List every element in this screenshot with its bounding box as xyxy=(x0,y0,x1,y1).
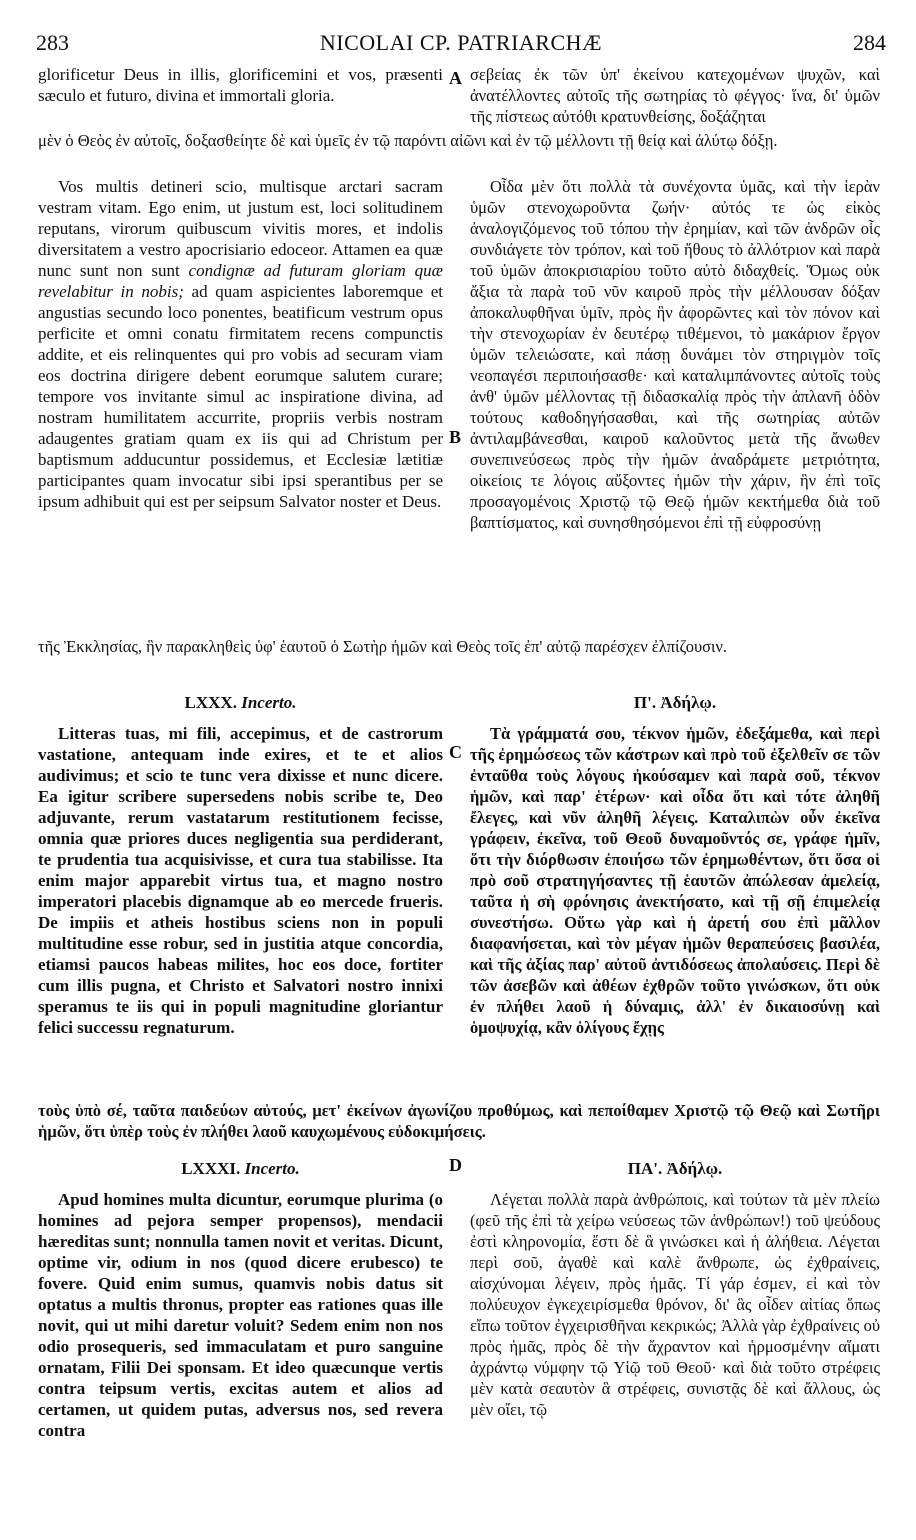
section-marker-b: B xyxy=(449,427,462,447)
letter-addressee: Incerto. xyxy=(244,1159,300,1178)
greek-column-top xyxy=(470,64,880,127)
greek-paragraph: Οἶδα μὲν ὅτι πολλὰ τὰ συνέχοντα ὑμᾶς, καὶ τὴν ἱερὰν ὑμῶν στενοχωροῦντα ζωήν· αὐτός τε ὡς εἰκὸς ἀναλογιζόμενος τοῦ τόπου τὴν ἐρημίαν, καὶ τῶν ἀνδρῶν οἷς συνδιάγετε τὸν τρόπον, καὶ τοῦ ἤθους τὸ ἀλλότριον καὶ παρὰ τοῦ ὑμῶν ἀποκρισιαρίου τοῦτο αὐτὸ διδαχθείς. Ὅμως οὐκ ἄξια τὰ παρὰ τοῦ νῦν καιροῦ πρὸς τὴν μέλλουσαν δόξαν ἀποκαλυφθῆναι ὑμῖν, πρὸς ἣν ἀφορῶντες καὶ τὸν πόνον καὶ τὴν στενοχωρίαν ἐν δευτέρῳ τιθέμενοι, τὸ μακάριον ἔργον ὑμῶν τελειώσατε, καὶ πάσῃ δυνάμει τὸν στηριγμὸν τοῖς νεοπαγέσι περιποιήσασθε· καὶ καταλιμπάνοντες αὐτοῖς τοὺς ἀνθ' ὑμῶν μέλλοντας τῇ διδασκαλίᾳ πρὸς τὴν ἀπλανῆ ὁδὸν τούτους καθοδηγήσασθαι, καὶ τῆς σωτηρίας αὐτῶν ἀντιλαμβάνεσθαι, καιροῦ καλοῦντος μετὰ τῆς ἄνωθεν συνεπινεύσεως πρὸς τὴν ἡμῶν ἀναδράμετε μετριότητα, οἰκείοις τε λόγοις αὔξοντες ἡμῶν τὴν χάριν, ἣν ἐπὶ τοῖς προσαγομένοις Χριστῷ τῷ Θεῷ ἡμῶν κεκτήμεθα διὰ τοῦ βαπτίσματος, καὶ συνησθησόμενοι ἐπὶ τῇ εὐφροσύνῃ xyxy=(470,177,880,532)
letter-heading-latin xyxy=(38,1158,443,1179)
latin-paragraph xyxy=(38,176,443,512)
greek-column-letter80 xyxy=(470,680,880,1038)
greek-spanning-line-letter80 xyxy=(38,1100,880,1142)
latin-text: Vos multis detineri scio, multisque arctari sacram vestram vitam. Ego enim, ut justum est, loci solitudinem reputans, virorum quibuscum vivitis mores, et indolis diversitatem a vestro apocrisiario edoceor. Attamen ea quæ nunc sunt non sunt xyxy=(38,177,443,280)
letter-heading-latin xyxy=(38,692,443,713)
greek-spanning-line-top xyxy=(38,130,880,151)
greek-span-text: μὲν ὁ Θεὸς ἐν αὐτοῖς, δοξασθείητε δὲ καὶ ὑμεῖς ἐν τῷ παρόντι αἰῶνι καὶ ἐν τῷ μέλλοντι τῇ θείᾳ καὶ ἀλύτῳ δόξῃ. xyxy=(38,131,778,150)
greek-column-second xyxy=(470,176,880,533)
greek-span-text: τῆς Ἐκκλησίας, ἣν παρακληθεὶς ὑφ' ἑαυτοῦ ὁ Σωτὴρ ἡμῶν καὶ Θεὸς τοῖς ἐπ' αὐτῷ παρέσχεν ἐλπίζουσιν. xyxy=(38,637,728,656)
latin-column-letter80 xyxy=(38,680,443,1038)
greek-paragraph: Λέγεται πολλὰ παρὰ ἀνθρώποις, καὶ τούτων τὰ μὲν πλείω (φεῦ τῆς ἐπὶ τὰ χείρω νεύσεως τῶν ἀνθρώπων!) τοῦ ψεύδους ἐστὶ κληρονομία, ἔστι δὲ ἃ γινώσκει καὶ ἡ ἀλήθεια. Λέγεται περὶ σοῦ, ἀγαθὲ καὶ καλὲ ἄνθρωπε, ὡς ἐχθραίνεις, αἰσχύνομαι λέγειν, πρὸς ἡμᾶς. Τί γάρ ἐσμεν, εἰ καὶ τὸν πολύευχον ἐγκεχειρίσμεθα θρόνον, δι' ἃς οἶδεν αἰτίας ὅπως εἴπω τοῦτον ἐγχειρισθῆναι κεκρικώς; Ἀλλὰ γὰρ ἐχθραίνεις οὐ πρὸς ἡμᾶς, πρὸς δὲ τὴν ἄχραντον καὶ ἡρμοσμένην αἵματι ἀχράντῳ νύμφην τῷ Υἱῷ τοῦ Θεοῦ· καὶ διὰ τοῦτο στρέφεις μὲν κατὰ σεαυτὸν ἃ στρέφεις, συνιστᾷς δὲ καὶ ἄλλους, ὡς μὲν οἴει, τῷ xyxy=(470,1190,880,1419)
page-header xyxy=(36,28,886,58)
letter-number: LXXX. xyxy=(184,693,237,712)
section-marker-d: D xyxy=(449,1155,462,1175)
running-title: NICOLAI CP. PATRIARCHÆ xyxy=(319,30,603,55)
letter-number: LXXXI. xyxy=(181,1159,241,1178)
latin-column-second xyxy=(38,176,443,512)
letter-heading-greek: ΠΑ'. Ἀδήλῳ. xyxy=(627,1159,723,1178)
latin-paragraph: Litteras tuas, mi fili, accepimus, et de castrorum vastatione, antequam inde exires, et te et alios audivimus; et scio te tunc vera dixisse et nunc dicere. Ea igitur scribere supersedens nobis scribe te, Deo adjuvante, rerum vastatarum restitutionem fecisse, omnia quæ priores duces negligentia sua perdiderant, te prudentia tua acquisivisse, et cura tua stabilisse. Ita enim major apparebit virtus tua, et magno nostro imperatori placebis dignamque ab eo mercede frueris. De impiis et atheis hostibus sciens non in populi multitudine esse robur, sed in justitia atque concordia, etiamsi paucos habeas milites, hoc eos doce, fortiter cum illis pugna, et Christo et Salvatori nostro innixi speramus te iis qui in populi magnitudine gloriantur felici successu regnaturum. xyxy=(38,724,443,1037)
greek-paragraph: σεβείας ἐκ τῶν ὑπ' ἐκείνου κατεχομένων ψυχῶν, καὶ ἀνατέλλοντες αὐτοῖς τῆς σωτηρίας τὸ φέγγος· ἵνα, δι' ὑμῶν τῆς πίστεως αὐτόθι κρατυνθείσης, δοξάζηται xyxy=(470,65,880,126)
latin-column-letter81 xyxy=(38,1146,443,1441)
greek-paragraph: Τὰ γράμματά σου, τέκνον ἡμῶν, ἐδεξάμεθα, καὶ περὶ τῆς ἐρημώσεως τῶν κάστρων καὶ πρὸ τοῦ ἐξελθεῖν σε τῶν ἐνταῦθα τοὺς λόγους ἠκούσαμεν καὶ παρὰ σοῦ, τέκνον ἡμῶν, καὶ παρ' ἑτέρων· καὶ οἶδα ὅτι καὶ τότε ἀληθῆ ἔλεγες, καὶ νῦν ἀληθῆ λέγεις. Καταλιπὼν οὖν ἐκεῖνα γράφειν, ἐκεῖνα, τοῦ Θεοῦ δυναμοῦντός σε, γράφε ἡμῖν, ὅτι τὴν διόρθωσιν ἐποιήσω τῶν ἐρημωθέντων, ὅτι ὅσα οἱ πρὸ σοῦ στρατηγήσαντες τῇ ἑαυτῶν ἀπώλεσαν ἀμελείᾳ, ταῦτα ἡ σὴ φρόνησις ἀνεκτήσατο, καὶ τῇ σῇ ἐπιμελείᾳ συνεστήσω. Οὕτω γὰρ καὶ ἡ ἀρετή σου ἐπὶ μᾶλλον διαφανήσεται, καὶ τὸν μέγαν ἡμῶν θεραπεύσεις βασιλέα, καὶ τῆς ἀξίας παρ' αὐτοῦ ἀντιδόσεως ἀπολαύσεις. Περὶ δὲ τῶν ἀσεβῶν καὶ ἀθέων ἐχθρῶν τοῦτο γινώσκων, ὅτι οὐκ ἐν πλήθει λαοῦ ἡ δύναμις, ἀλλ' ἐν δικαιοσύνῃ καὶ ὁμοψυχίᾳ, κἂν ὀλίγους ἔχῃς xyxy=(470,724,880,1037)
section-marker-a: A xyxy=(449,68,462,88)
latin-italic-quote: condignæ ad futuram gloriam quæ revelabitur in nobis; xyxy=(38,261,443,301)
right-page-number: 284 xyxy=(853,30,886,55)
latin-paragraph: Apud homines multa dicuntur, eorumque plurima (o homines ad pejora semper propensos), mendacii hæreditas sunt; nonnulla tamen novit et veritas. Dicunt, optime vir, odium in nos (quod dicere erubesco) te fovere. Quid enim sumus, quamvis nobis datus sit optatus a multis thronus, propter eas rationes quas ille novit, qui ut mihi daretur voluit? Sedem enim non nos odio prosequeris, sed immaculatam et puro sanguine ornatam, Filii Dei sponsam. Et ideo quæcunque vertis contra teipsum vertis, excitas autem et alios ad certamen, ut quidem putas, adversus nos, sed revera contra xyxy=(38,1190,443,1440)
letter-heading-greek: Π'. Ἀδήλῳ. xyxy=(633,693,717,712)
section-marker-c: C xyxy=(449,742,462,762)
letter-addressee: Incerto. xyxy=(241,693,297,712)
greek-column-letter81 xyxy=(470,1146,880,1420)
left-page-number: 283 xyxy=(36,30,69,55)
latin-paragraph: glorificetur Deus in illis, glorificemini et vos, præsenti sæculo et futuro, divina et immortali gloria. xyxy=(38,65,443,105)
greek-span-text: τοὺς ὑπὸ σέ, ταῦτα παιδεύων αὐτούς, μετ' ἐκείνων ἀγωνίζου προθύμως, καὶ πεποίθαμεν Χριστῷ τῷ Θεῷ καὶ Σωτῆρι ἡμῶν, ὅτι ὑπὲρ τοὺς ἐν πλήθει λαοῦ καυχωμένους εὐδοκιμήσεις. xyxy=(38,1101,880,1141)
greek-spanning-line-second xyxy=(38,636,880,657)
latin-column-top xyxy=(38,64,443,106)
latin-text: ad quam aspicientes laboremque et angustias secundo loco ponentes, beatificum vestrum opus perficite et omni conatu firmitatem recens compunctis addite, et eis relinquentes qui pro vobis ad securam viam eos doctrina dirigere debent eorumque salutem curare; tempore vos invitante simul ac inspiratione divina, ad nostram humilitatem accurrite, propriis verbis nostram adaugentes gratiam quam ex iis qui ad Christum per baptismum adducuntur possidemus, et Ecclesiæ lætitiæ participantes quam invocatur sibi ipsi sperantibus per se ipsum adhibuit qui est per seipsum Salvator noster et Deus. xyxy=(38,282,443,511)
